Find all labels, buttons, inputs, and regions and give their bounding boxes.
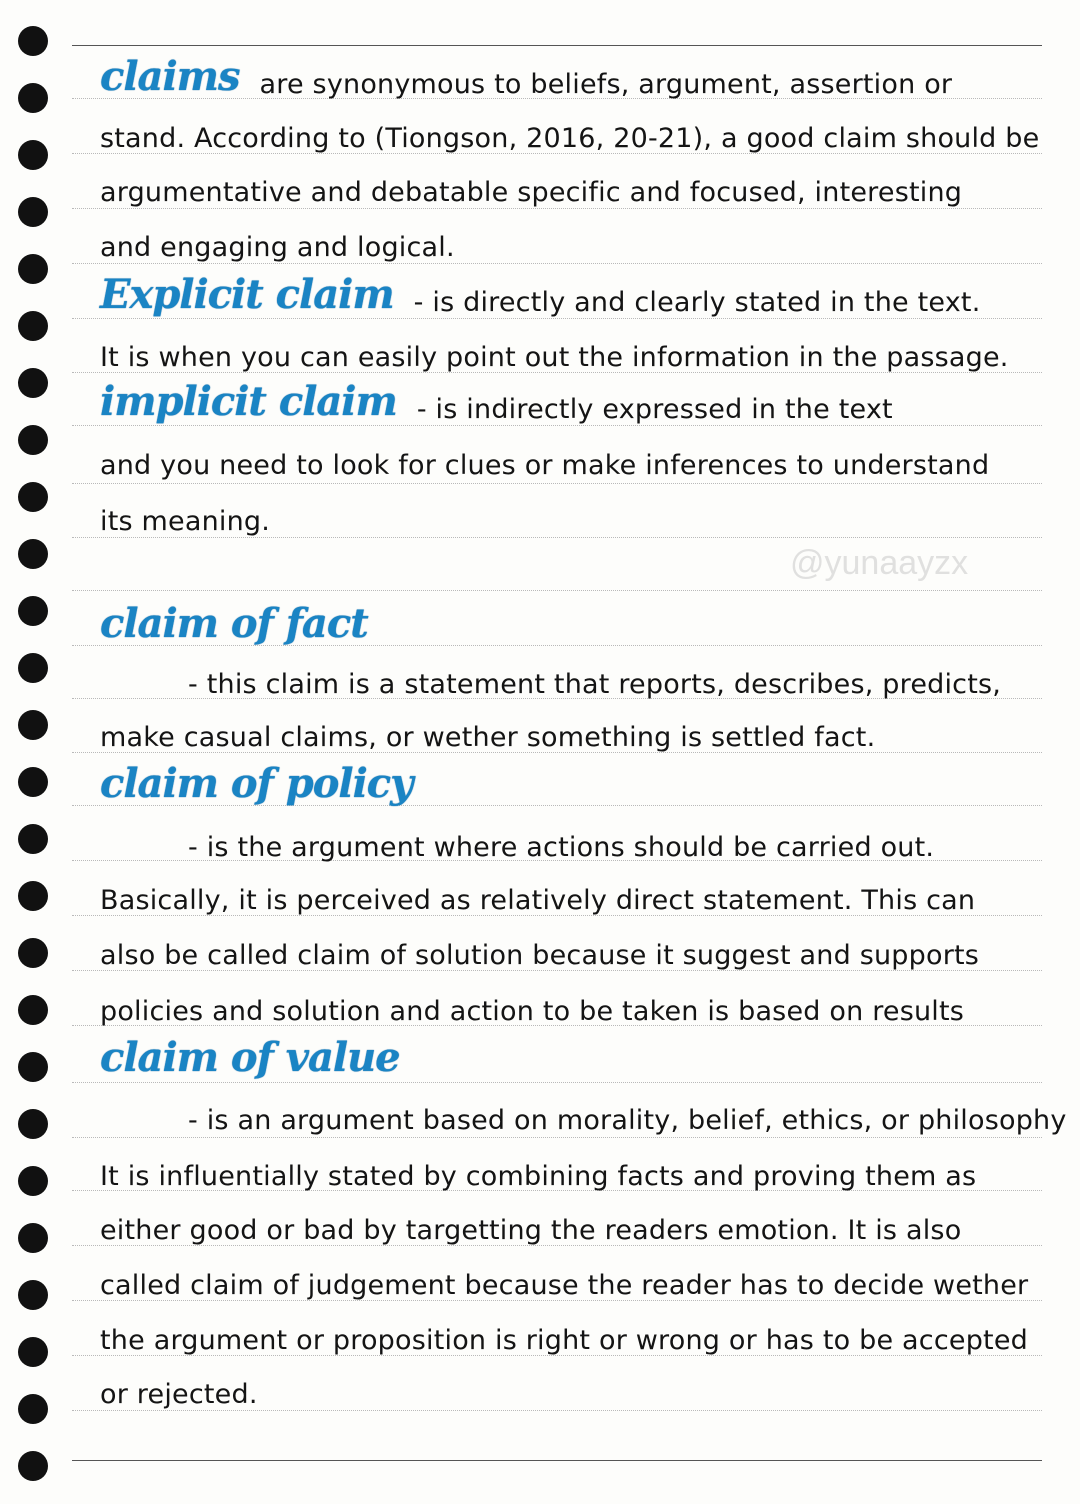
ruled-line — [72, 208, 1042, 209]
binder-hole — [18, 938, 48, 968]
note-line — [100, 977, 1040, 1027]
section-heading: claim of fact — [100, 600, 368, 647]
note-text: are synonymous to beliefs, argument, assertion or — [259, 69, 953, 100]
binder-hole — [18, 710, 48, 740]
note-text: and you need to look for clues or make inferences to understand — [100, 450, 990, 481]
ruled-line — [72, 318, 1042, 319]
ruled-line — [72, 590, 1042, 591]
note-line — [100, 1196, 1040, 1246]
binder-hole — [18, 1052, 48, 1082]
note-text: - this claim is a statement that reports, describes, predicts, — [188, 669, 1002, 700]
note-text: its meaning. — [100, 506, 271, 537]
binder-hole — [18, 140, 48, 170]
binder-hole — [18, 197, 48, 227]
binder-hole — [18, 596, 48, 626]
note-text: also be called claim of solution because it suggest and supports — [100, 940, 980, 971]
note-text: - is the argument where actions should be carried out. — [188, 832, 935, 863]
note-text: and engaging and logical. — [100, 232, 455, 263]
note-text: policies and solution and action to be taken is based on results — [100, 996, 965, 1027]
note-line — [100, 703, 1040, 753]
note-text: argumentative and debatable specific and focused, interesting — [100, 177, 963, 208]
binder-hole — [18, 482, 48, 512]
binder-hole — [18, 1451, 48, 1481]
note-line — [100, 268, 1040, 318]
note-line — [100, 1142, 1040, 1192]
note-line — [100, 213, 1040, 263]
note-text: Basically, it is perceived as relatively direct statement. This can — [100, 885, 976, 916]
binder-hole — [18, 83, 48, 113]
note-line — [100, 866, 1040, 916]
note-line — [100, 1086, 1067, 1136]
note-line — [100, 431, 1040, 481]
ruled-line — [72, 1082, 1042, 1083]
note-text: - is directly and clearly stated in the text. — [413, 287, 981, 318]
binder-hole — [18, 425, 48, 455]
note-line — [100, 813, 1040, 863]
ruled-line — [72, 537, 1042, 538]
note-text: - is indirectly expressed in the text — [416, 394, 893, 425]
ruled-line — [72, 425, 1042, 426]
binder-hole — [18, 824, 48, 854]
note-line — [100, 1360, 1040, 1410]
binder-hole — [18, 1280, 48, 1310]
note-line — [100, 323, 1040, 373]
binder-hole — [18, 26, 48, 56]
note-text: either good or bad by targetting the readers emotion. It is also — [100, 1215, 962, 1246]
ruled-line — [72, 1410, 1042, 1411]
binder-hole — [18, 311, 48, 341]
note-line — [100, 650, 1040, 700]
section-heading: claims — [100, 53, 240, 100]
ruled-line — [72, 45, 1042, 46]
binder-hole — [18, 881, 48, 911]
section-heading: Explicit claim — [100, 271, 394, 318]
note-line — [100, 1306, 1040, 1356]
note-line — [100, 757, 1040, 807]
note-line — [100, 1251, 1040, 1301]
binder-hole — [18, 995, 48, 1025]
note-text: stand. According to (Tiongson, 2016, 20-21), a good claim should be — [100, 123, 1040, 154]
binder-hole — [18, 1223, 48, 1253]
note-text: It is when you can easily point out the information in the passage. — [100, 342, 1009, 373]
note-line — [100, 158, 1040, 208]
note-text: or rejected. — [100, 1379, 258, 1410]
ruled-line — [72, 263, 1042, 264]
section-heading: implicit claim — [100, 378, 397, 425]
watermark: @yunaayzx — [790, 544, 969, 582]
binder-hole — [18, 1337, 48, 1367]
ruled-line — [72, 483, 1042, 484]
binder-hole — [18, 653, 48, 683]
note-text: It is influentially stated by combining facts and proving them as — [100, 1161, 977, 1192]
section-heading: claim of value — [100, 1034, 400, 1081]
note-line — [100, 487, 1040, 537]
note-line — [100, 921, 1040, 971]
note-line — [100, 50, 1040, 100]
note-line — [100, 597, 1040, 647]
binder-hole — [18, 539, 48, 569]
note-text: called claim of judgement because the reader has to decide wether — [100, 1270, 1029, 1301]
binder-hole — [18, 1109, 48, 1139]
ruled-line — [72, 1137, 1042, 1138]
ruled-line — [72, 1460, 1042, 1461]
note-text: - is an argument based on morality, belief, ethics, or philosophy — [188, 1105, 1067, 1136]
note-line — [100, 1031, 1040, 1081]
binder-hole — [18, 1166, 48, 1196]
section-heading: claim of policy — [100, 760, 413, 807]
note-text: make casual claims, or wether something is settled fact. — [100, 722, 876, 753]
note-line — [100, 375, 1040, 425]
binder-hole — [18, 767, 48, 797]
binder-hole — [18, 254, 48, 284]
binder-hole — [18, 368, 48, 398]
binder-hole — [18, 1394, 48, 1424]
note-text: the argument or proposition is right or wrong or has to be accepted — [100, 1325, 1028, 1356]
note-line — [100, 104, 1040, 154]
